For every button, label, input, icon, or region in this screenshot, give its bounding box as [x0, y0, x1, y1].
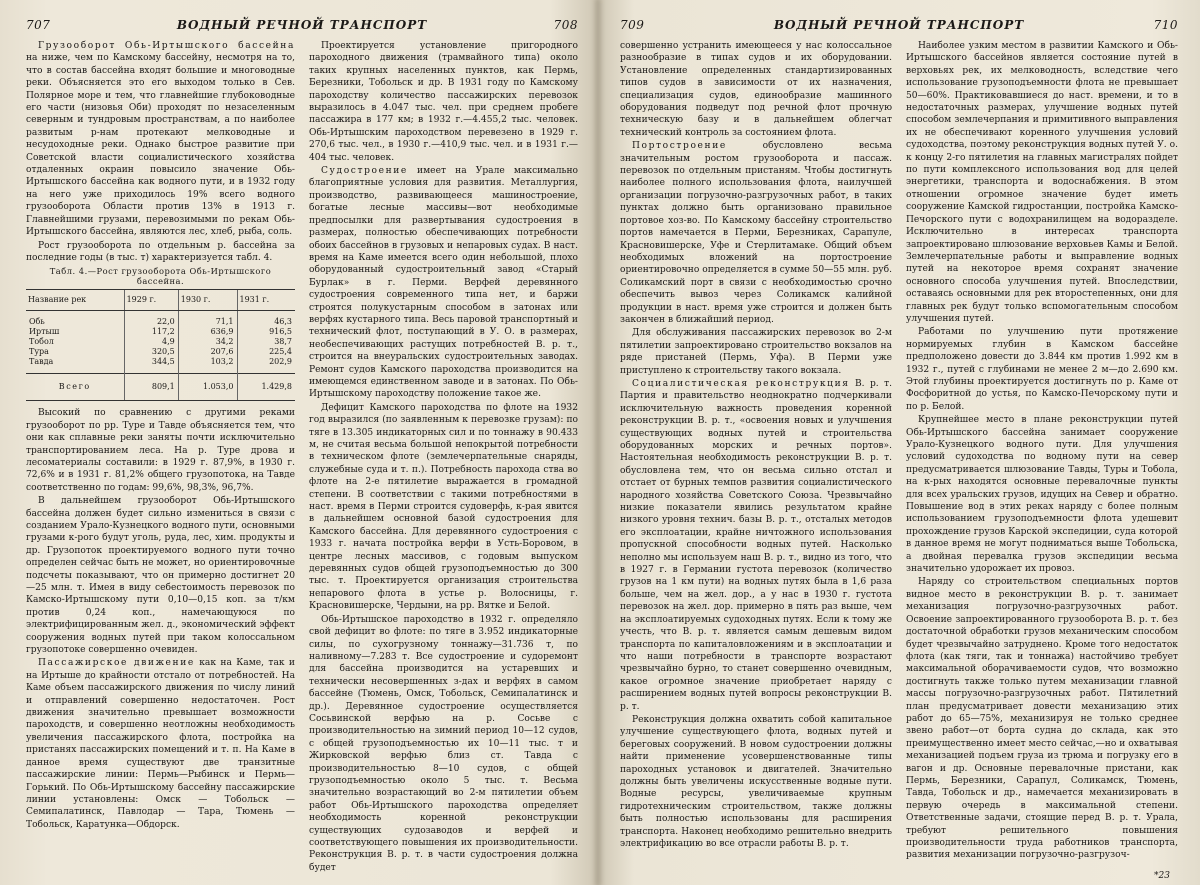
paragraph: Проектируется установление пригородного пароходного движения (трамвайного типа) около таких крупных населенных пунктов, как Пермь, Березники, Тобольск и др. В 1931 году по Камскому пароходству количество пассажирских перевозок выразилось в 4.047 тыс. чел. при среднем пробеге пассажира в 177 км; в 1932 г.—4.455,2 тыс. человек. Обь-Иртышским пароходством перевезено в 1929 г. 270,6 тыс. чел., в 1930 г.—410,9 тыс. чел. и в 1931 г.—404 тыс. человек. [309, 41, 578, 163]
text-column-3 [620, 40, 892, 885]
paragraph: Обь-Иртышское пароходство в 1932 г. определяло свой дефицит во флоте: по тяге в 3.952 индикаторные силы, по сухогрузному тоннажу—31.736 т, по наливному—7.283 т. Все судостроение и судоремонт для бассейна производится на устаревших и технически несовершенных з-дах и верфях в самом бассейне (Тюмень, Омск, Тобольск, Семипалатинск и др.). Деревянное судостроение осуществляется Сосьвинской верфью на р. Сосьве с производительностью на зимний период 10—12 судов, с общей грузоподъемностью их 10—11 тыс. т и Жирковской верфью близ ст. Тавда с производительностью 8—10 судов, с общей грузоподъемностью около 5 тыс. т. Весьма значительно возрастающий во 2-м пятилетии объем работ Обь-Иртышского пароходства определяет необходимость коренной реконструкции существующих судозаводов и верфей и соответствующего повышения их производительности. Реконструкция В. р. т. в части судостроения должна будет [309, 614, 578, 873]
table-cell: Всего [26, 374, 124, 401]
paragraph: совершенно устранить имеющееся у нас колоссальное разнообразие в типах судов и их оборудовании. Установление определенных стандартизированных типов судов в зависимости от их назначения, специализация судов, единообразие машинного оборудования подведут под речной флот прочную техническую базу и в дальнейшем облегчат технический контроль за состоянием флота. [620, 41, 892, 138]
text-column-4 [906, 40, 1178, 885]
page-number: 707 [26, 18, 51, 32]
table-total-row [26, 374, 295, 401]
table-header: 1930 г. [178, 290, 237, 311]
table-row [26, 327, 295, 337]
table-header: 1929 г. [124, 290, 178, 311]
running-title: ВОДНЫЙ РЕЧНОЙ ТРАНСПОРТ [176, 18, 428, 32]
paragraph [309, 165, 578, 401]
paragraph-text: В. р. т. Партия и правительство неоднократно подчеркивали исключительную важность проведения коренной реконструкции В. р. т., «освоения новых и улучшения существующих водных путей и строительства оборудованных морских и речных портов». Настоятельная необходимость реконструкции В. р. т. обусловлена тем, что он весьма сильно отстал и отстает от бурных темпов развития социалистического народного хозяйства Советского Союза. Чрезвычайно низкие показатели явились результатом крайне низкого уровня технич. базы В. р. т., отсталых методов его эксплоатации, крайне ничтожного использования пропускной способности водных путей. Насколько неполно мы используем наш В. р. т., видно из того, что в 1927 г. в Германии густота перевозок (количество грузов на 1 км пути) на водных путях была в 1,6 раза больше, чем на жел. дор., а у нас в 1930 г. густота перевозок на жел. дор. примерно в пять раз выше, чем на эксплоатируемых судоходных путях. Если к тому же учесть, что В. р. т. является самым дешевым видом транспорта по капиталовложениям и в эксплоатации и что наши потребности в транспорте возрастают чрезвычайно бурно, то станет совершенно очевидным, какое огромное значение приобретает наряду с расширением водных путей вопросы реконструкции В. р. т. [620, 378, 892, 712]
paragraph-text: имеет на Урале максимально благоприятные условия для развития. Металлургия, производство, развивающееся машиностроение, богатые лесные массивы—вот необходимые предпосылки для развертывания судостроения в размерах, полностью обеспечивающих потребности обоих бассейнов в грузовых и непаровых судах. В наст. время на Каме имеется всего один небольшой, плохо оборудованный судостроительный завод «Старый Бурлак» в г. Перми. Верфей деревянного судостроения современного типа нет, и баржи строятся полукустарным способом в затонах или верфях кустарного типа. Весь паровой транспортный и технический флот, поступающий в У. О. в размерах, необеспечивающих растущих потребностей В. р. т., строится на внеуральских судостроительных заводах. Ремонт судов Камского пароходства производится на имеющемся единственном заводе и в затонах. По Обь-Иртышскому пароходству положение такое же. [309, 166, 578, 400]
table-cell: 46,3 [237, 311, 295, 328]
table-cell: 207,6 [178, 347, 237, 357]
paragraph: В дальнейшем грузооборот Обь-Иртышского бассейна должен будет сильно измениться в связи с созданием Урало-Кузнецкого водного пути, основными грузами к-рого будут уголь, руда, лес, хим. продукты и др. Грузопоток проектируемого водного пути точно определен сейчас быть не может, но ориентировочные подсчеты показывают, что он примерно достигнет 20—25 млн. т. Имея в виду себестоимость перевозок по Камско-Иртышскому пути 0,10—0,15 коп. за т/км против 0,24 коп., намечающуюся по электрифицированным жел. д., экономический эффект сооружения водных путей при таком колоссальном грузопотоке совершенно очевиден. [26, 496, 295, 656]
table-row [26, 311, 295, 328]
table-cell: Обь [29, 317, 45, 327]
paragraph: Реконструкция должна охватить собой капитальное улучшение существующего флота, водных путей и береговых сооружений. В новом судостроении должны найти применение усовершенствованные типы пароходных установок и двигателей. Значительно должны быть увеличены искусственные водные пути. Водные ресурсы, увеличиваемые крупным гидротехническим строительством, также должны быть полностью использованы для расширения транспорта. Наконец необходимо решительно внедрить электрификацию во все отрасли работы В. р. т. [620, 714, 892, 849]
table-cell: 1.053,0 [178, 374, 237, 401]
paragraph [620, 140, 892, 326]
paragraph: Работами по улучшению пути протяжение нормируемых глубин в Камском бассейне предположено довести до 3.844 км против 1.992 км в 1932 г., путей с глубинами не менее 2 м—до 2.690 км. Этой глубины проектируется достигнуть по р. Каме от Фосфоритной до устья, по Камско-Печорскому пути и по р. Белой. [906, 327, 1178, 412]
left-page [0, 0, 598, 885]
table-cell: 809,1 [124, 374, 178, 401]
right-page [598, 0, 1200, 885]
text-columns [620, 40, 1178, 885]
cargo-table [26, 289, 295, 401]
text-column-2 [309, 40, 578, 885]
paragraph: Наряду со строительством специальных портов видное место в реконструкции В. р. т. занимает механизация погрузочно-разгрузочных работ. Освоение запроектированного грузооборота В. р. т. без достаточной обработки грузов механическим способом будет чрезвычайно затруднено. Кроме того недостаток флота (как тяги, так и тоннажа) настойчиво требует максимальной оборачиваемости судов, что возможно достигнуть также только путем механизации главной массы погрузочно-разгрузочных работ. Пятилетний план предусматривает довести механизацию этих работ до 65—75%, механизируя не только среднее звено работ—от борта судна до склада, как это преимущественно имеет место сейчас,—но и охватывая механизацией подъем груза из трюма и погрузку его в вагон и др. Основные перевалочные пристани, как Пермь, Березники, Сарапул, Соликамск, Тюмень, Тавда, Тобольск и др., намечается механизировать в первую очередь в максимальной степени. Ответственные задачи, стоящие перед В. р. т. Урала, требуют решительного повышения производительности труда работников транспорта, развития механизации погрузочно-разгрузоч- [906, 577, 1178, 861]
paragraph-text: обусловлено весьма значительным ростом грузооборота и пассаж. перевозок по отдельным пристаням. Чтобы достигнуть наиболее полного использования флота, наилучшей организации погрузочно-разгрузочных работ, в таких пунктах должно быть организовано правильное портовое хоз-во. По Камскому бассейну строительство портов намечается в Перми, Березниках, Сарапуле, Красновишерске, Уфе и Стерлитамаке. Общий объем необходимых вложений на портостроение ориентировочно определяется в сумме 50—55 млн. руб. Соликамский порт в связи с необходимостью срочно обеспечить вывоз через Соликамск калийной продукции в наст. время уже строится и должен быть закончен в ближайший период. [620, 141, 892, 325]
table-header: Название рек [26, 290, 124, 311]
paragraph-text: на ниже, чем по Камскому бассейну, несмотря на то, что в состав бассейна входят большие и многоводные реки. Объясняется это его выходом только в Сев. Полярное море и тем, что главнейшие глубоководные его части (низовья Оби) проходят по незаселенным северным и тундровым пространствам, а по наиболее развитым р-нам протекают мелководные и несудоходные реки. Однако быстрое развитие при Советской власти социалистического хозяйства отдаленных окраин повысило значение Обь-Иртышского бассейна как водного пути, и в 1932 году на него уже приходилось 19% всего водного грузооборота Области против 13% в 1913 г. Главнейшими грузами, перевозимыми по рекам Обь-Иртышского бассейна, являются лес, хлеб, рыба, соль. [26, 53, 295, 238]
table-cell: Тобол [29, 337, 54, 347]
right-page-header [620, 18, 1178, 36]
lead-term: Грузооборот Обь-Иртышского бассейна [38, 41, 295, 51]
table-cell: 4,9 [124, 337, 178, 347]
text-columns [26, 40, 578, 885]
table-cell: Тавда [29, 357, 54, 367]
table-cell: 71,1 [178, 311, 237, 328]
left-page-header [26, 18, 578, 36]
signature-mark: *23 [1154, 871, 1170, 881]
table-cell: 320,5 [124, 347, 178, 357]
paragraph: Крупнейшее место в плане реконструкции путей Обь-Иртышского бассейна занимает сооружение Урало-Кузнецкого водного пути. Для улучшения условий судоходства по водному пути на север предусматривается шлюзование Тавды, Туры и Тобола, на к-рых находятся основные перевалочные пункты для всех уральских грузов, идущих на Север и обратно. Повышение вод в этих реках наряду с более полным использованием грузоподъемности флота удешевит прохождение грузов Карской экспедиции, суда которой в данное время не могут подниматься выше Тобольска, а двойная перевалка грузов экспедиции весьма значительно удорожает их провоз. [906, 415, 1178, 575]
paragraph: Дефицит Камского пароходства по флоте на 1932 год выразился (по заявленным к перевозке грузам): по тяге в 13.305 индикаторных сил и по тоннажу в 90.433 м, не считая весьма большой непокрытой потребности в техническом флоте (землечерпательные снаряды, служебные суда и т. п.). Потребность парохода ства во флоте на 2-е пятилетие выражается в громадной степени. В соответствии с такими потребностями в наст. время в Перми строится судоверфь, к-рая явится в дальнейшем основной базой судостроения для Камского бассейна. Для деревянного судостроения с 1933 г. начата постройка верфи в Усть-Боровом, в центре лесных массивов, с годовым выпуском деревянных судов общей грузоподъемностью до 300 тыс. т. Проектируется организация строительства непарового флота в устье р. Волосницы, г. Красновишерске, Чердыни, на рр. Вятке и Белой. [309, 402, 578, 612]
table-cell: 225,4 [237, 347, 295, 357]
paragraph-text: как на Каме, так и на Иртыше до крайности отстало от потребностей. На Каме объем пассажирского движения по числу линий и отправлений совершенно недостаточен. Рост движения значительно превышает возможности пароходств, и совершенно неотложны необходимость увеличения пассажирского флота, постройка на пристанях пассажирских помещений и т. п. На Каме в данное время существуют две транзитные пассажирские линии: Пермь—Рыбинск и Пермь—Горький. По Обь-Иртышскому бассейну пассажирские линии установлены: Омск — Тобольск — Семипалатинск, Павлодар — Тара, Тюмень — Тобольск, Каратунка—Обдорск. [26, 658, 295, 830]
table-cell: 34,2 [178, 337, 237, 347]
table-caption: Табл. 4.—Рост грузооборота Обь-Иртышского бассейна. [49, 266, 272, 287]
table-cell: 916,5 [237, 327, 295, 337]
running-title: ВОДНЫЙ РЕЧНОЙ ТРАНСПОРТ [773, 18, 1025, 32]
table-row [26, 347, 295, 357]
table-cell: 22,0 [124, 311, 178, 328]
lead-term: Судостроение [321, 166, 408, 177]
table-row [26, 337, 295, 347]
table-cell: 103,2 [178, 357, 237, 374]
table-cell: 636,9 [178, 327, 237, 337]
paragraph [620, 378, 892, 713]
table-header: 1931 г. [237, 290, 295, 311]
text-column-1 [26, 40, 295, 885]
paragraph: Для обслуживания пассажирских перевозок во 2-м пятилетии запроектировано строительство вокзалов на ряде пристаней (Пермь, Уфа). В Перми уже приступлено к строительству такого вокзала. [620, 328, 892, 376]
table-cell: Тура [29, 347, 49, 357]
page-number: 709 [620, 18, 645, 32]
paragraph: Наиболее узким местом в развитии Камского и Обь-Иртышского бассейнов является состояние путей в верховьях рек, их мелководность, вследствие чего использование грузоподъемности флота не превышает 50—60%. Практиковавшиеся до наст. времени, и то в недостаточных размерах, улучшение водных путей способом землечерпания и примитивного выправления их не обеспечивают коренного улучшения условий судоходства, поэтому реконструкция водных путей У. о. к концу 2-го пятилетия на главных магистралях пойдет по пути комплексного использования вод для целей энергетики, транспорта и водоснабжения. В этом отношении огромное значение будет иметь сооружение Камской гидростанции, постройка Камско-Печорского пути с водохранилищем на водоразделе. Исключительно в интересах транспорта запроектировано шлюзование верховьев Камы и Белой. Землечерпательные работы и выправление водных путей на некоторое время сохранят значение основного способа улучшения путей. Впоследствии, оставаясь основными для рек второстепенных, они для главных рек будут только вспомогательным способом улучшения путей. [906, 41, 1178, 324]
table-cell: Иртыш [29, 327, 60, 337]
table-row [26, 357, 295, 374]
table-cell: 38,7 [237, 337, 295, 347]
lead-term: Пассажирское движение [38, 658, 195, 669]
lead-term: Портостроение [632, 141, 727, 152]
paragraph: Рост грузооборота по отдельным р. бассейна за последние годы (в тыс. т) характеризуется табл. 4. [26, 240, 295, 263]
paragraph [26, 657, 295, 831]
table-cell: 117,2 [124, 327, 178, 337]
table-cell: 202,9 [237, 357, 295, 374]
lead-term: Социалистическая реконструкция [632, 378, 850, 389]
page-number: 708 [553, 18, 578, 32]
page-number: 710 [1153, 18, 1178, 32]
table-cell: 1.429,8 [237, 374, 295, 401]
paragraph [26, 40, 295, 239]
paragraph: Высокий по сравнению с другими реками грузооборот по рр. Туре и Тавде объясняется тем, что они как сплавные реки заняты почти исключительно транспортированием леса. На р. Туре дрова и лесоматериалы составили: в 1929 г. 87,9%, в 1930 г. 72,6% и в 1931 г. 81,2% общего грузопотока, на Тавде соответственно по годам: 99,6%, 98,3%, 96,7%. [26, 408, 295, 493]
table-header-row [26, 290, 295, 311]
table-cell: 344,5 [124, 357, 178, 374]
